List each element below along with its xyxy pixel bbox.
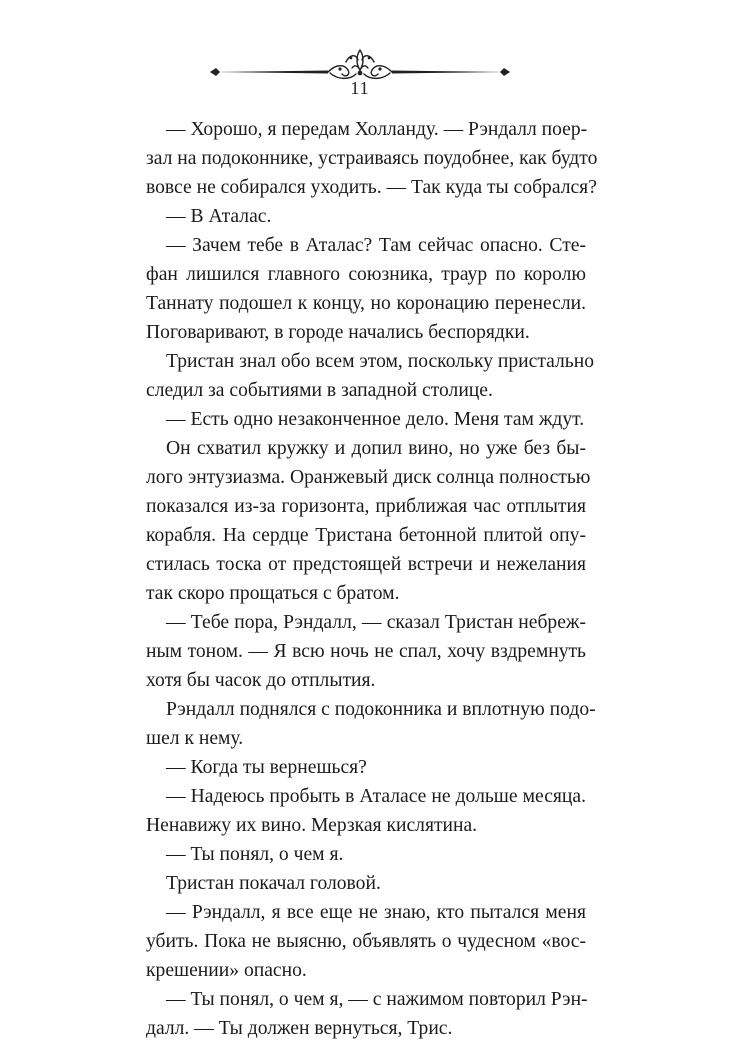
text-line: хотя бы часок до отплытия. <box>146 670 376 691</box>
text-line: — Ты понял, о чем я, — с нажимом повторил Рэн- <box>166 989 588 1010</box>
text-line: — Есть одно незаконченное дело. Меня там ждут. <box>166 409 585 430</box>
text-line: стилась тоска от предстоящей встречи и нежелания <box>146 554 586 575</box>
text-line: фан лишился главного союзника, траур по королю <box>146 264 586 285</box>
text-line: следил за событиями в западной столице. <box>146 380 493 401</box>
text-line: — Ты понял, о чем я. <box>166 844 344 865</box>
text-line: — Рэндалл, я все еще не знаю, кто пытался меня <box>166 902 586 923</box>
text-line: убить. Пока не выясню, объявлять о чудесном «вос- <box>146 931 586 952</box>
text-line: Он схватил кружку и допил вино, но уже без бы- <box>166 438 586 459</box>
text-line: шел к нему. <box>146 728 244 749</box>
text-line: зал на подоконнике, устраиваясь поудобнее, как будто <box>146 148 598 169</box>
text-line: корабля. На сердце Тристана бетонной плитой опу- <box>146 525 586 546</box>
body-text <box>146 115 598 1043</box>
text-line: Поговаривают, в городе начались беспорядки. <box>146 322 530 343</box>
text-line: Таннату подошел к концу, но коронацию перенесли. <box>146 293 586 314</box>
text-line: — В Аталас. <box>166 206 272 227</box>
text-line: — Тебе пора, Рэндалл, — сказал Тристан небреж- <box>166 612 586 633</box>
text-line: — Хорошо, я передам Холланду. — Рэндалл поер- <box>166 119 588 140</box>
text-line: вовсе не собирался уходить. — Так куда ты собрался? <box>146 177 597 198</box>
text-line: Тристан знал обо всем этом, поскольку пристально <box>166 351 595 372</box>
text-line: Рэндалл поднялся с подоконника и вплотную подо- <box>166 699 596 720</box>
text-line: так скоро прощаться с братом. <box>146 583 400 604</box>
text-line: Ненавижу их вино. Мерзкая кислятина. <box>146 815 478 836</box>
page-number: 11 <box>350 78 370 98</box>
text-line: — Когда ты вернешься? <box>166 757 367 778</box>
text-line: показался из-за горизонта, приближая час отплытия <box>146 496 586 517</box>
text-line: — Надеюсь пробыть в Аталасе не дольше месяца. <box>166 786 586 807</box>
text-line: — Зачем тебе в Аталас? Там сейчас опасно. Сте- <box>166 235 586 256</box>
text-line: крешении» опасно. <box>146 960 307 981</box>
text-line: далл. — Ты должен вернуться, Трис. <box>146 1018 453 1039</box>
text-line: лого энтузиазма. Оранжевый диск солнца полностью <box>146 467 591 488</box>
text-line: ным тоном. — Я всю ночь не спал, хочу вздремнуть <box>146 641 586 662</box>
text-line: Тристан покачал головой. <box>166 873 381 894</box>
